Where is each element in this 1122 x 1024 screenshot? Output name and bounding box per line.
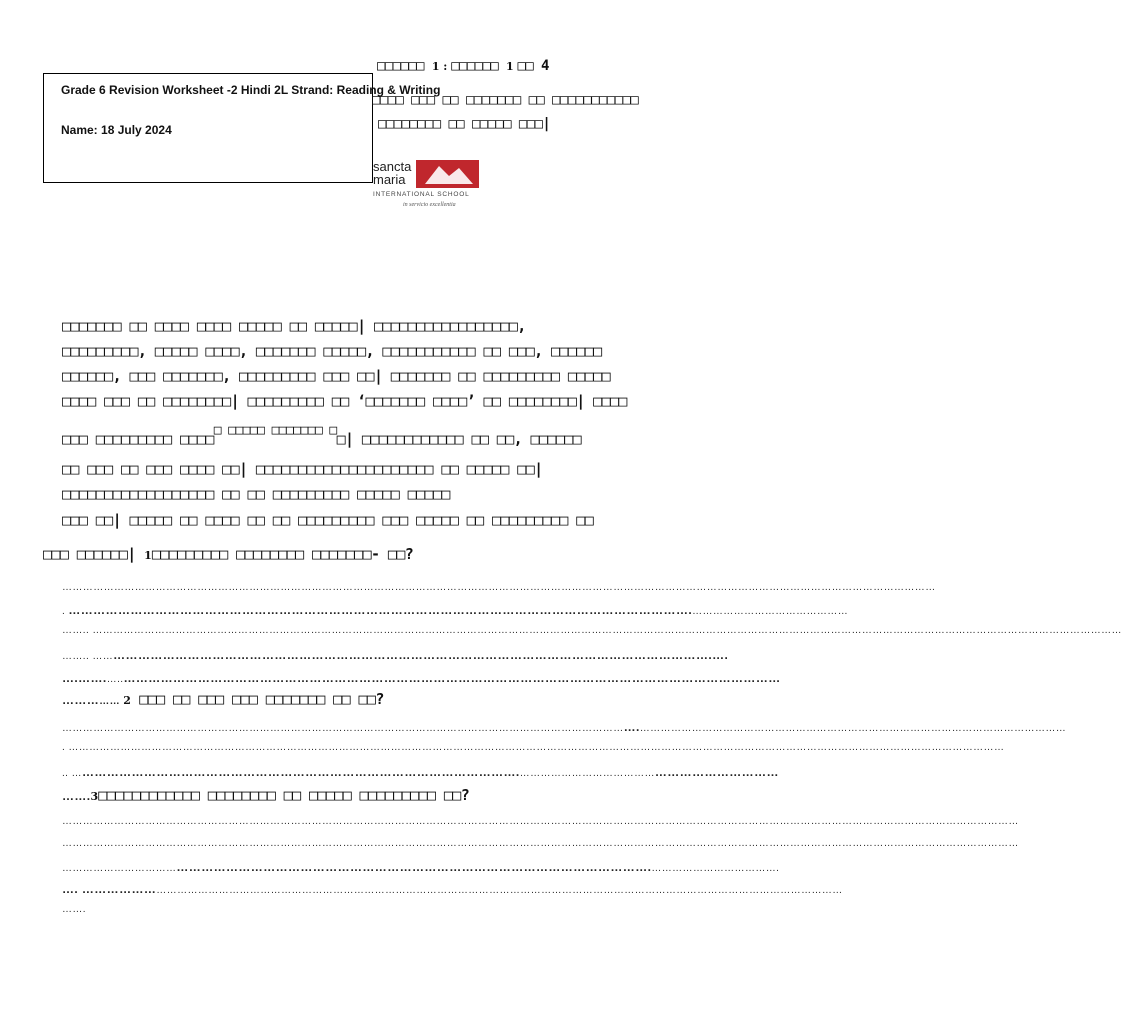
- worksheet-title: Grade 6 Revision Worksheet -2 Hindi 2L Strand: Reading & Writing: [61, 83, 441, 97]
- question-2: …………… 2 □□□ □□ □□□ □□□ □□□□□□□ □□ □□?: [62, 690, 384, 708]
- name-date-line: Name: 18 July 2024: [61, 123, 172, 137]
- passage-line: □□□□ □□□ □□ □□□□□□□□| □□□□□□□□□ □□ ‘□□□□□□□ □□□□’ □□ □□□□□□□□| □□□□: [62, 392, 627, 410]
- unit-heading: □□□□□□ 1 : □□□□□□ 1 □□ 4: [377, 58, 549, 74]
- answer-line[interactable]: ………………………………………………………………………………………………………………………………………………….……………………………………………………………………………………………………………: [62, 720, 1067, 734]
- passage-line: □□□□□□, □□□ □□□□□□□, □□□□□□□□□ □□□ □□| □□□□□□□ □□ □□□□□□□□□ □□□□□: [62, 367, 611, 385]
- passage-line: □□□□□□□□□□□□□□□□□□ □□ □□ □□□□□□□□□ □□□□□ □□□□□: [62, 485, 450, 503]
- instruction-line-1: □□□□ □□□ □□ □□□□□□□ □□ □□□□□□□□□□□: [372, 92, 639, 108]
- svg-text:INTERNATIONAL SCHOOL: INTERNATIONAL SCHOOL: [373, 191, 470, 198]
- svg-text:in servicio excellentia: in servicio excellentia: [403, 202, 456, 208]
- answer-line[interactable]: ……………………………………………………………………………………………………………………………………………………………………………………………………………………………………………………: [62, 838, 1019, 849]
- passage-line: □□□ □□| □□□□□ □□ □□□□ □□ □□ □□□□□□□□□ □□□ □□□□□ □□ □□□□□□□□□ □□: [62, 511, 594, 529]
- answer-line[interactable]: …….. …………………………………………………………………………………………………………………………………….….: [62, 648, 729, 662]
- answer-line[interactable]: ………………………………………………………………………………………………………………………………….……………………………….: [62, 860, 780, 874]
- svg-text:sancta: sancta: [373, 159, 412, 174]
- passage-line: □□□□□□□ □□ □□□□ □□□□ □□□□□ □□ □□□□□| □□□□□□□□□□□□□□□□□,: [62, 317, 526, 335]
- answer-line[interactable]: . …………………………………………………………………………………………………………………………………….………………………………………: [62, 603, 849, 617]
- answer-line[interactable]: ….…….…..……………………………………………………………………………………………………………………………………………: [62, 671, 781, 685]
- answer-line[interactable]: .. ……………………………………………………………………………………………….……………………………………………………………: [62, 765, 779, 779]
- instruction-line-2: □□□□□□□□ □□ □□□□□ □□□|: [378, 116, 551, 132]
- question-3: …….3□□□□□□□□□□□□ □□□□□□□□ □□ □□□□□ □□□□□□□□□ □□?: [62, 786, 470, 804]
- question-1: □□□ □□□□□□| 1□□□□□□□□□ □□□□□□□□ □□□□□□□- □□?: [43, 545, 414, 563]
- answer-line[interactable]: …. ………………………………………………………………………………………………………………………………………………………………………………………………: [62, 882, 843, 896]
- school-logo: [373, 158, 483, 210]
- passage-line: □□□ □□□□□□□□□ □□□□□ □□□□□ □□□□□□□ □□| □□□□□□□□□□□□ □□ □□, □□□□□□: [62, 423, 582, 448]
- answer-line[interactable]: ……………………………………………………………………………………………………………………………………………………………………………………………………………………………………………………: [62, 816, 1019, 827]
- answer-line[interactable]: ………………………………………………………………………………………………………………………………………………………………………………………………………………………………: [62, 582, 936, 593]
- passage-line: □□ □□□ □□ □□□ □□□□ □□| □□□□□□□□□□□□□□□□□□□□□ □□ □□□□□ □□|: [62, 460, 543, 478]
- svg-text:maria: maria: [373, 172, 406, 187]
- passage-line: □□□□□□□□□, □□□□□ □□□□, □□□□□□□ □□□□□, □□□□□□□□□□□ □□ □□□, □□□□□□: [62, 342, 602, 360]
- answer-line[interactable]: …….. ………………………………………………………………………………………………………………………………………………………………………………………………………………………………………………………………………: [62, 625, 1122, 636]
- answer-line[interactable]: …….: [62, 904, 86, 915]
- answer-line[interactable]: . ………………………………………………………………………………………………………………………………………………………………………………………………………………………………………………: [62, 742, 1005, 753]
